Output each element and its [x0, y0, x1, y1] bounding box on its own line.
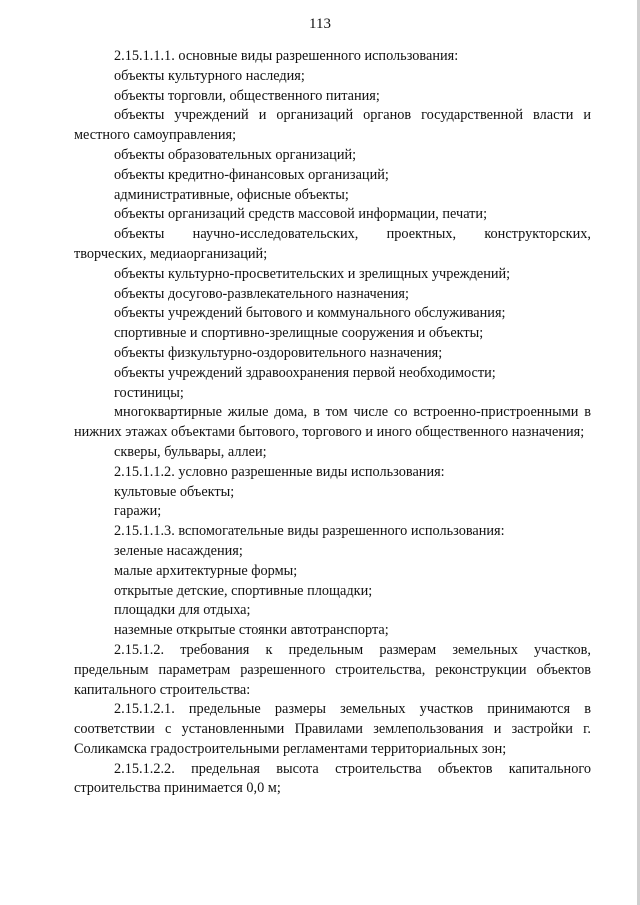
paragraph: 2.15.1.2.1. предельные размеры земельных участков принимаются в соответствии с установленными Правилами землепользования и застройки г. Соликамска градостроительными регламентами территориальных зон;	[74, 701, 591, 757]
paragraph: административные, офисные объекты;	[114, 186, 349, 203]
paragraph: открытые детские, спортивные площадки;	[114, 582, 373, 599]
paragraph: культовые объекты;	[114, 483, 235, 500]
paragraph: объекты учреждений здравоохранения первой необходимости;	[114, 364, 496, 381]
paragraph: объекты учреждений бытового и коммунального обслуживания;	[114, 305, 506, 322]
paragraph: многоквартирные жилые дома, в том числе со встроенно-пристроенными в нижних этажах объектами бытового, торгового и иного общественного назначения;	[74, 404, 591, 441]
paragraph: объекты учреждений и организаций органов государственной власти и местного самоуправления;	[74, 107, 591, 144]
paragraph: объекты образовательных организаций;	[114, 146, 357, 163]
page-number: 113	[309, 16, 331, 32]
paragraph: площадки для отдыха;	[114, 602, 251, 619]
paragraph: 2.15.1.2. требования к предельным размерам земельных участков, предельным параметрам разрешенного строительства, реконструкции объектов капитального строительства:	[74, 641, 591, 698]
paragraph: объекты физкультурно-оздоровительного назначения;	[114, 344, 443, 361]
paragraph: скверы, бульвары, аллеи;	[114, 443, 267, 460]
paragraph: малые архитектурные формы;	[114, 562, 298, 579]
paragraph: 2.15.1.1.1. основные виды разрешенного использования:	[114, 48, 459, 64]
paragraph: объекты культурно-просветительских и зрелищных учреждений;	[114, 265, 511, 282]
paragraph: наземные открытые стоянки автотранспорта;	[114, 622, 389, 639]
paragraph: объекты досугово-развлекательного назначения;	[114, 285, 409, 302]
paragraph: 2.15.1.1.3. вспомогательные виды разрешенного использования:	[114, 523, 505, 540]
paragraph: объекты торговли, общественного питания;	[114, 87, 380, 104]
paragraph: объекты культурного наследия;	[114, 67, 305, 84]
paragraph: 2.15.1.1.2. условно разрешенные виды использования:	[114, 463, 445, 480]
paragraph: гаражи;	[114, 503, 162, 520]
paragraph: спортивные и спортивно-зрелищные сооружения и объекты;	[114, 325, 484, 342]
paragraph: объекты научно-исследовательских, проектных, конструкторских, творческих, медиаорганизаций;	[74, 226, 591, 262]
document-body	[74, 47, 591, 799]
paragraph: 2.15.1.2.2. предельная высота строительства объектов капитального строительства принимается 0,0 м;	[74, 760, 591, 797]
paragraph: объекты организаций средств массовой информации, печати;	[114, 206, 488, 223]
paragraph: зеленые насаждения;	[114, 542, 243, 559]
paragraph: объекты кредитно-финансовых организаций;	[114, 166, 389, 183]
paragraph: гостиницы;	[114, 384, 184, 401]
